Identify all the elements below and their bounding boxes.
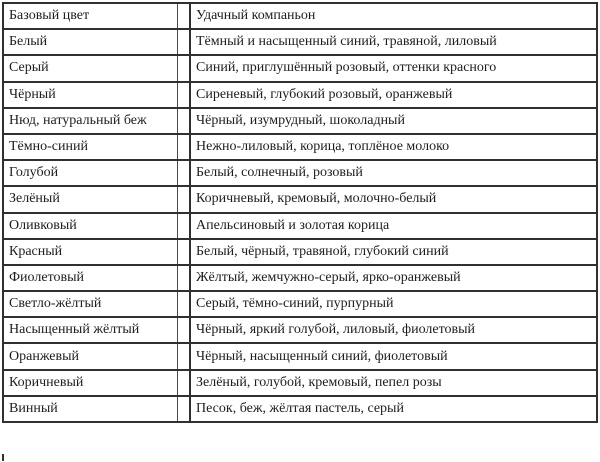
column-spacer: [177, 291, 190, 317]
table-row: [3, 343, 597, 369]
base-color-cell: Красный: [3, 239, 177, 265]
base-color-cell: Голубой: [3, 160, 177, 186]
column-spacer: [177, 186, 190, 212]
column-spacer: [177, 108, 190, 134]
column-spacer: [177, 55, 190, 81]
companion-cell: Чёрный, яркий голубой, лиловый, фиолетовый: [190, 317, 597, 343]
column-spacer: [177, 396, 190, 422]
column-spacer: [177, 29, 190, 55]
companion-cell: Нежно-лиловый, корица, топлёное молоко: [190, 134, 597, 160]
table-row: [3, 108, 597, 134]
companion-cell: Песок, беж, жёлтая пастель, серый: [190, 396, 597, 422]
color-pairing-table: [2, 2, 598, 423]
column-spacer: [177, 160, 190, 186]
column-spacer: [177, 317, 190, 343]
table-row: [3, 291, 597, 317]
table-row: [3, 396, 597, 422]
table-row: [3, 186, 597, 212]
header-row: [3, 3, 597, 29]
table-row: [3, 160, 597, 186]
companion-cell: Белый, солнечный, розовый: [190, 160, 597, 186]
table-left-border-continuation-line: [2, 454, 4, 461]
table-row: [3, 82, 597, 108]
base-color-cell: Винный: [3, 396, 177, 422]
column-spacer: [177, 134, 190, 160]
companion-cell: Жёлтый, жемчужно-серый, ярко-оранжевый: [190, 265, 597, 291]
table-row: [3, 29, 597, 55]
table-row: [3, 370, 597, 396]
table-row: [3, 55, 597, 81]
base-color-cell: Белый: [3, 29, 177, 55]
base-color-cell: Коричневый: [3, 370, 177, 396]
table-row: [3, 213, 597, 239]
column-spacer: [177, 82, 190, 108]
table-row: [3, 134, 597, 160]
base-color-cell: Тёмно-синий: [3, 134, 177, 160]
base-color-cell: Светло-жёлтый: [3, 291, 177, 317]
base-color-cell: Оливковый: [3, 213, 177, 239]
column-spacer: [177, 239, 190, 265]
table-row: [3, 239, 597, 265]
column-spacer: [177, 3, 190, 29]
companion-cell: Чёрный, изумрудный, шоколадный: [190, 108, 597, 134]
column-spacer: [177, 265, 190, 291]
header-cell-base-color: Базовый цвет: [3, 3, 177, 29]
column-spacer: [177, 213, 190, 239]
base-color-cell: Нюд, натуральный беж: [3, 108, 177, 134]
table-row: [3, 317, 597, 343]
companion-cell: Коричневый, кремовый, молочно-белый: [190, 186, 597, 212]
column-spacer: [177, 370, 190, 396]
table-head: [3, 3, 597, 29]
companion-cell: Синий, приглушённый розовый, оттенки красного: [190, 55, 597, 81]
companion-cell: Тёмный и насыщенный синий, травяной, лиловый: [190, 29, 597, 55]
base-color-cell: Оранжевый: [3, 343, 177, 369]
companion-cell: Чёрный, насыщенный синий, фиолетовый: [190, 343, 597, 369]
table-row: [3, 265, 597, 291]
base-color-cell: Фиолетовый: [3, 265, 177, 291]
base-color-cell: Зелёный: [3, 186, 177, 212]
base-color-cell: Чёрный: [3, 82, 177, 108]
column-spacer: [177, 343, 190, 369]
companion-cell: Серый, тёмно-синий, пурпурный: [190, 291, 597, 317]
base-color-cell: Серый: [3, 55, 177, 81]
table-body: [3, 29, 597, 422]
companion-cell: Сиреневый, глубокий розовый, оранжевый: [190, 82, 597, 108]
companion-cell: Апельсиновый и золотая корица: [190, 213, 597, 239]
header-cell-companion: Удачный компаньон: [190, 3, 597, 29]
companion-cell: Белый, чёрный, травяной, глубокий синий: [190, 239, 597, 265]
companion-cell: Зелёный, голубой, кремовый, пепел розы: [190, 370, 597, 396]
base-color-cell: Насыщенный жёлтый: [3, 317, 177, 343]
